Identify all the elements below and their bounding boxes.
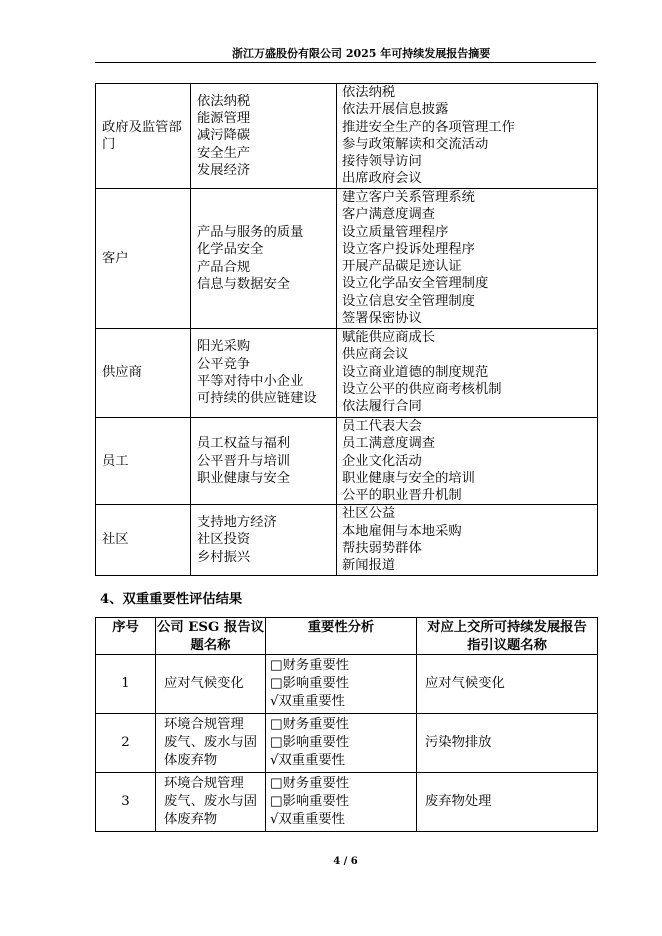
materiality-header-row [96, 618, 598, 655]
sse-topic-name: 废弃物处理 [417, 773, 598, 832]
checkbox-empty-icon: □ [270, 717, 283, 732]
communication-cell [337, 189, 598, 329]
analysis-option-double [270, 693, 414, 711]
communication-item: 设立客户投诉处理程序 [342, 241, 475, 257]
concern-item: 公平晋升与培训 [197, 453, 291, 469]
analysis-label: 双重重要性 [278, 694, 345, 709]
topic-name: 废气、废水与固体废弃物 [164, 794, 258, 827]
stakeholder-table-body [96, 84, 598, 576]
sse-topic-name: 应对气候变化 [417, 655, 598, 714]
analysis-label: 财务重要性 [282, 776, 350, 791]
checkbox-empty-icon: □ [270, 676, 283, 691]
checkbox-empty-icon: □ [270, 794, 283, 809]
communication-item: 出席政府会议 [342, 171, 422, 187]
row-number: 3 [96, 773, 156, 832]
communication-item: 依法履行合同 [342, 399, 422, 415]
concern-item: 平等对待中小企业 [197, 374, 304, 389]
communication-item: 员工满意度调查 [342, 436, 436, 452]
communication-item: 供应商会议 [342, 347, 409, 363]
concern-item: 员工权益与福利 [197, 436, 291, 452]
checkbox-empty-icon: □ [270, 658, 283, 673]
communication-item: 企业文化活动 [342, 453, 422, 469]
topic-name: 应对气候变化 [164, 676, 244, 691]
stakeholder-name: 政府及监管部门 [96, 84, 191, 189]
topic-cell [156, 655, 266, 714]
analysis-label: 影响重要性 [282, 676, 350, 691]
communication-item: 本地雇佣与本地采购 [342, 523, 462, 539]
topic-cell [156, 773, 266, 832]
communication-item: 签署保密协议 [342, 311, 422, 327]
concerns-cell [191, 329, 337, 418]
stakeholder-row-government [96, 84, 598, 189]
header-number-label: 序号 [112, 620, 139, 635]
checkbox-empty-icon: □ [270, 776, 283, 791]
materiality-row [96, 714, 598, 773]
concerns-cell [191, 84, 337, 189]
header-cell-number [96, 618, 156, 655]
analysis-label: 影响重要性 [282, 735, 350, 750]
stakeholder-row-customers [96, 189, 598, 329]
concerns-cell [191, 418, 337, 505]
communication-item: 设立商业道德的制度规范 [342, 364, 489, 380]
communication-item: 新闻报道 [342, 558, 396, 574]
sse-topic-name: 污染物排放 [417, 714, 598, 773]
concern-item: 职业健康与安全 [197, 470, 291, 486]
analysis-label: 财务重要性 [282, 717, 350, 732]
concern-item: 依法纳税 [197, 93, 251, 109]
analysis-cell [266, 655, 417, 714]
header-topic-line: 题名称 [190, 637, 231, 653]
header-cell-topic [156, 618, 266, 655]
header-sse-topic-line: 指引议题名称 [467, 637, 547, 653]
section-heading: 4、双重重要性评估结果 [100, 592, 243, 607]
row-number: 2 [96, 714, 156, 773]
header-topic-line: 公司 ESG 报告议 [157, 620, 264, 635]
page-header-title: 浙江万盛股份有限公司 2025 年可持续发展报告摘要 [232, 47, 491, 60]
concern-item: 化学品安全 [197, 242, 264, 258]
communication-cell [337, 505, 598, 575]
communication-item: 开展产品碳足迹认证 [342, 259, 462, 275]
page-number: 4 / 6 [333, 856, 358, 867]
materiality-table-body [96, 618, 598, 832]
concern-item: 减污降碳 [197, 128, 251, 144]
header-sse-topic-line: 对应上交所可持续发展报告 [427, 620, 587, 635]
topic-name: 废气、废水与固体废弃物 [164, 735, 258, 768]
topic-name: 环境合规管理 [164, 776, 244, 791]
header-rule [95, 62, 596, 63]
concern-item: 阳光采购 [197, 339, 251, 355]
analysis-option-financial [270, 657, 414, 675]
communication-item: 设立化学品安全管理制度 [342, 276, 489, 292]
communication-cell [337, 418, 598, 505]
communication-item: 设立公平的供应商考核机制 [342, 381, 502, 397]
communication-item: 依法开展信息披露 [342, 102, 449, 118]
header-analysis-label: 重要性分析 [307, 620, 375, 635]
communication-cell [337, 329, 598, 418]
communication-item: 职业健康与安全的培训 [342, 470, 475, 486]
analysis-label: 财务重要性 [282, 658, 350, 673]
communication-item: 推进安全生产的各项管理工作 [342, 119, 515, 135]
communication-item: 接待领导访问 [342, 154, 422, 170]
analysis-label: 影响重要性 [282, 794, 350, 809]
stakeholder-row-employees [96, 418, 598, 505]
communication-item: 依法纳税 [342, 85, 396, 100]
stakeholder-row-community [96, 505, 598, 575]
analysis-label: 双重重要性 [278, 812, 345, 827]
concern-item: 社区投资 [197, 532, 251, 548]
concern-item: 信息与数据安全 [197, 276, 291, 292]
analysis-option-impact [270, 793, 414, 811]
materiality-row [96, 773, 598, 832]
concern-item: 乡村振兴 [197, 549, 251, 565]
analysis-option-double [270, 752, 414, 770]
stakeholder-table [95, 83, 598, 576]
communication-item: 员工代表大会 [342, 419, 422, 434]
communication-item: 帮扶弱势群体 [342, 541, 422, 557]
analysis-option-impact [270, 675, 414, 693]
concern-item: 安全生产 [197, 145, 251, 161]
concern-item: 产品与服务的质量 [197, 224, 304, 240]
topic-cell [156, 714, 266, 773]
communication-item: 建立客户关系管理系统 [342, 190, 475, 205]
analysis-option-impact [270, 734, 414, 752]
stakeholder-name: 员工 [96, 418, 191, 505]
analysis-option-financial [270, 716, 414, 734]
concern-item: 产品合规 [197, 259, 251, 275]
row-number: 1 [96, 655, 156, 714]
concern-item: 支持地方经济 [197, 515, 277, 531]
analysis-cell [266, 714, 417, 773]
materiality-table [95, 617, 598, 832]
communication-item: 设立信息安全管理制度 [342, 293, 475, 309]
concerns-cell [191, 505, 337, 575]
analysis-cell [266, 773, 417, 832]
header-cell-sse-topic [417, 618, 598, 655]
communication-cell [337, 84, 598, 189]
stakeholder-name: 供应商 [96, 329, 191, 418]
analysis-label: 双重重要性 [278, 753, 345, 768]
communication-item: 参与政策解读和交流活动 [342, 136, 489, 152]
checkmark-icon: √ [270, 694, 279, 709]
header-cell-analysis [266, 618, 417, 655]
communication-item: 公平的职业晋升机制 [342, 488, 462, 504]
concern-item: 公平竞争 [197, 356, 251, 372]
checkmark-icon: √ [270, 812, 279, 827]
concern-item: 发展经济 [197, 162, 251, 178]
topic-name: 环境合规管理 [164, 717, 244, 732]
communication-item: 赋能供应商成长 [342, 330, 436, 345]
concern-item: 可持续的供应链建设 [197, 391, 317, 407]
communication-item: 设立质量管理程序 [342, 224, 449, 240]
concern-item: 能源管理 [197, 111, 251, 127]
checkbox-empty-icon: □ [270, 735, 283, 750]
communication-item: 客户满意度调查 [342, 207, 436, 223]
checkmark-icon: √ [270, 753, 279, 768]
concerns-cell [191, 189, 337, 329]
stakeholder-name: 客户 [96, 189, 191, 329]
analysis-option-double [270, 811, 414, 829]
analysis-option-financial [270, 775, 414, 793]
stakeholder-row-suppliers [96, 329, 598, 418]
materiality-row [96, 655, 598, 714]
stakeholder-name: 社区 [96, 505, 191, 575]
communication-item: 社区公益 [342, 506, 396, 522]
